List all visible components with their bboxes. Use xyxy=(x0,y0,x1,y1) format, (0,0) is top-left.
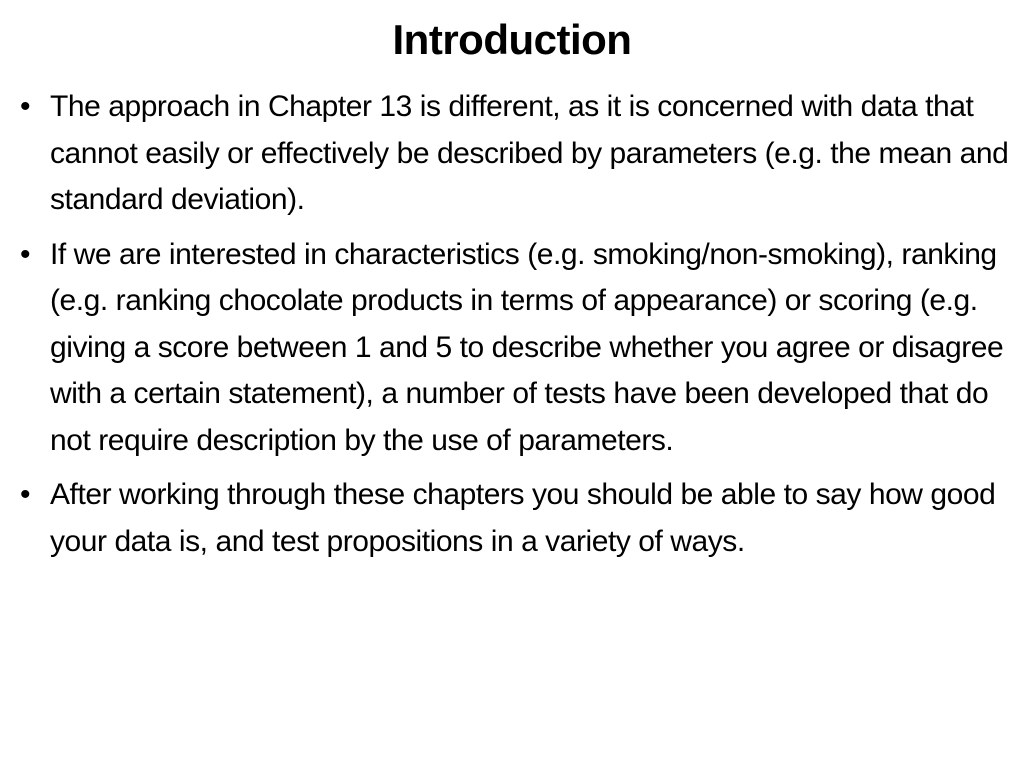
bullet-dot-icon: • xyxy=(20,237,31,271)
bullet-text: If we are interested in characteristics (e.g. smoking/non-smoking), ranking (e.g. ranking chocolate products in terms of appearance) or scoring (e.g. giving a score between 1 and 5 to describe whether you agree or disagree with a certain statement), a number of tests have been developed that do not require description by the use of parameters. xyxy=(50,237,1004,457)
bullet-item xyxy=(20,472,1016,565)
bullet-item xyxy=(20,84,1016,224)
bullet-dot-icon: • xyxy=(20,90,31,123)
bullet-dot-icon: • xyxy=(20,478,31,511)
bullet-text: After working through these chapters you should be able to say how good your data is, and test propositions in a variety of ways. xyxy=(50,478,996,558)
slide-title: Introduction xyxy=(392,16,632,63)
bullet-item xyxy=(20,232,1016,465)
bullet-list xyxy=(20,84,1016,573)
bullet-text: The approach in Chapter 13 is different, as it is concerned with data that cannot easily or effectively be described by parameters (e.g. the mean and standard deviation). xyxy=(50,90,1009,216)
